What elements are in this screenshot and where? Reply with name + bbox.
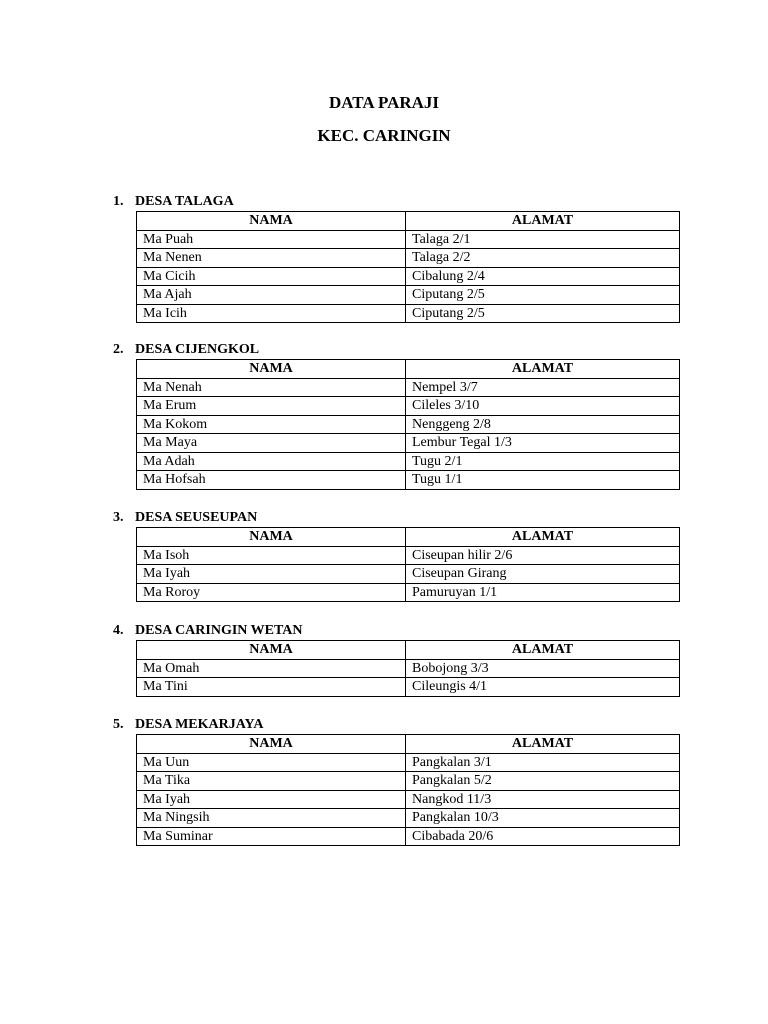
table-row: [137, 452, 680, 471]
table-row: [137, 378, 680, 397]
table-header-row: [137, 735, 680, 754]
cell-alamat: Cibabada 20/6: [406, 827, 680, 846]
column-header-alamat: ALAMAT: [406, 360, 680, 379]
table-row: [137, 304, 680, 323]
column-header-alamat: ALAMAT: [406, 641, 680, 660]
table-header-row: [137, 641, 680, 660]
table-header-row: [137, 360, 680, 379]
cell-alamat: Ciseupan Girang: [406, 565, 680, 584]
cell-nama: Ma Iyah: [137, 565, 406, 584]
cell-alamat: Bobojong 3/3: [406, 659, 680, 678]
cell-alamat: Pamuruyan 1/1: [406, 583, 680, 602]
section-title: DESA TALAGA: [135, 194, 234, 209]
section-number: 3.: [113, 510, 124, 525]
table-row: [137, 827, 680, 846]
cell-alamat: Pangkalan 10/3: [406, 809, 680, 828]
cell-nama: Ma Uun: [137, 753, 406, 772]
table-row: [137, 397, 680, 416]
section-number: 5.: [113, 717, 124, 732]
cell-alamat: Talaga 2/1: [406, 230, 680, 249]
table-row: [137, 546, 680, 565]
cell-nama: Ma Maya: [137, 434, 406, 453]
section-heading: [113, 509, 257, 527]
cell-nama: Ma Hofsah: [137, 471, 406, 490]
column-header-alamat: ALAMAT: [406, 528, 680, 547]
cell-alamat: Pangkalan 3/1: [406, 753, 680, 772]
paraji-table: [136, 734, 680, 846]
table-row: [137, 678, 680, 697]
column-header-nama: NAMA: [137, 360, 406, 379]
column-header-alamat: ALAMAT: [406, 735, 680, 754]
column-header-nama: NAMA: [137, 735, 406, 754]
column-header-nama: NAMA: [137, 528, 406, 547]
table-header-row: [137, 528, 680, 547]
document-title: DATA PARAJI: [328, 93, 440, 112]
column-header-nama: NAMA: [137, 641, 406, 660]
paraji-table: [136, 359, 680, 490]
section-title: DESA CIJENGKOL: [135, 342, 260, 357]
cell-nama: Ma Adah: [137, 452, 406, 471]
table-row: [137, 583, 680, 602]
section-number: 1.: [113, 194, 124, 209]
cell-nama: Ma Kokom: [137, 415, 406, 434]
cell-nama: Ma Isoh: [137, 546, 406, 565]
cell-alamat: Tugu 1/1: [406, 471, 680, 490]
section-title: DESA MEKARJAYA: [135, 717, 264, 732]
section-heading: [113, 716, 264, 734]
cell-alamat: Nenggeng 2/8: [406, 415, 680, 434]
section-number: 4.: [113, 623, 124, 638]
paraji-table: [136, 527, 680, 602]
table-row: [137, 659, 680, 678]
cell-alamat: Lembur Tegal 1/3: [406, 434, 680, 453]
cell-alamat: Cileungis 4/1: [406, 678, 680, 697]
cell-alamat: Pangkalan 5/2: [406, 772, 680, 791]
section-heading: [113, 622, 303, 640]
cell-alamat: Ciseupan hilir 2/6: [406, 546, 680, 565]
table-row: [137, 434, 680, 453]
paraji-table: [136, 211, 680, 323]
cell-nama: Ma Cicih: [137, 267, 406, 286]
cell-alamat: Talaga 2/2: [406, 249, 680, 268]
cell-alamat: Cileles 3/10: [406, 397, 680, 416]
table-row: [137, 753, 680, 772]
table-row: [137, 267, 680, 286]
section-title: DESA SEUSEUPAN: [135, 510, 258, 525]
cell-nama: Ma Ningsih: [137, 809, 406, 828]
cell-nama: Ma Tika: [137, 772, 406, 791]
column-header-nama: NAMA: [137, 212, 406, 231]
cell-nama: Ma Iyah: [137, 790, 406, 809]
paraji-table: [136, 640, 680, 697]
cell-nama: Ma Erum: [137, 397, 406, 416]
cell-nama: Ma Ajah: [137, 286, 406, 305]
section-title: DESA CARINGIN WETAN: [135, 623, 303, 638]
column-header-alamat: ALAMAT: [406, 212, 680, 231]
table-row: [137, 790, 680, 809]
cell-nama: Ma Icih: [137, 304, 406, 323]
cell-alamat: Tugu 2/1: [406, 452, 680, 471]
cell-alamat: Cibalung 2/4: [406, 267, 680, 286]
section-heading: [113, 341, 259, 359]
table-row: [137, 249, 680, 268]
document-subtitle: KEC. CARINGIN: [317, 126, 451, 145]
cell-nama: Ma Tini: [137, 678, 406, 697]
table-header-row: [137, 212, 680, 231]
section-number: 2.: [113, 342, 124, 357]
cell-nama: Ma Nenah: [137, 378, 406, 397]
cell-alamat: Ciputang 2/5: [406, 304, 680, 323]
table-row: [137, 809, 680, 828]
section-heading: [113, 193, 234, 211]
table-row: [137, 565, 680, 584]
cell-alamat: Nempel 3/7: [406, 378, 680, 397]
table-row: [137, 772, 680, 791]
table-row: [137, 415, 680, 434]
cell-nama: Ma Omah: [137, 659, 406, 678]
cell-nama: Ma Suminar: [137, 827, 406, 846]
cell-alamat: Ciputang 2/5: [406, 286, 680, 305]
cell-nama: Ma Roroy: [137, 583, 406, 602]
table-row: [137, 230, 680, 249]
cell-nama: Ma Nenen: [137, 249, 406, 268]
cell-nama: Ma Puah: [137, 230, 406, 249]
table-row: [137, 471, 680, 490]
cell-alamat: Nangkod 11/3: [406, 790, 680, 809]
table-row: [137, 286, 680, 305]
